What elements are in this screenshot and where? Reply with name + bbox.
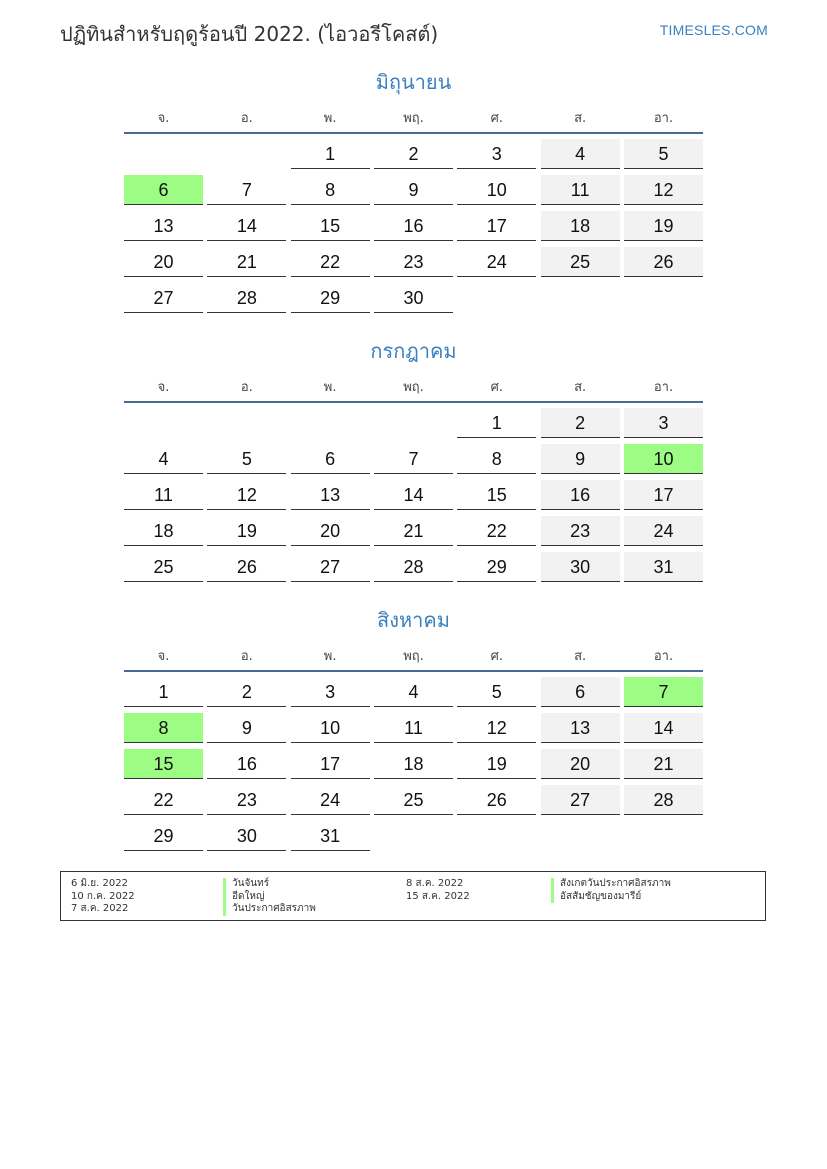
weekday-label: พฤ. [403,648,424,664]
holiday-day-cell: 6 [124,175,203,205]
day-cell: 7 [207,175,286,205]
day-cell: 2 [207,677,286,707]
day-grid [124,677,703,851]
day-cell: 8 [457,444,536,474]
day-cell: 11 [374,713,453,743]
legend-date: 8 ส.ค. 2022 [406,878,464,889]
day-cell: 12 [457,713,536,743]
legend-left-dates [71,878,135,916]
day-cell: 9 [374,175,453,205]
day-cell: 8 [291,175,370,205]
day-cell: 29 [124,821,203,851]
weekday-label: จ. [157,110,170,126]
weekday-label: อา. [653,648,674,664]
weekday-label: ส. [574,648,587,664]
day-cell: 12 [207,480,286,510]
day-cell: 25 [541,247,620,277]
month-title: สิงหาคม [377,608,450,632]
weekday-label: พ. [323,379,337,395]
day-cell: 18 [541,211,620,241]
day-cell: 3 [457,139,536,169]
weekday-label: อ. [240,379,253,395]
day-cell: 25 [124,552,203,582]
day-cell: 19 [457,749,536,779]
day-cell: 19 [624,211,703,241]
legend-date: 10 ก.ค. 2022 [71,890,135,902]
legend-left-names [223,878,316,916]
weekday-label: ส. [574,379,587,395]
day-cell: 1 [124,677,203,707]
day-cell: 23 [541,516,620,546]
legend-date: 6 มิ.ย. 2022 [71,878,128,889]
day-cell: 6 [541,677,620,707]
day-cell: 13 [541,713,620,743]
weekday-label: ศ. [490,379,503,395]
legend-right-dates [406,878,470,903]
day-cell: 20 [291,516,370,546]
day-cell: 16 [541,480,620,510]
day-cell: 10 [291,713,370,743]
page-title: ปฏิทินสำหรับฤดูร้อนปี 2022. (ไอวอรีโคสต์) [60,22,439,46]
day-cell: 1 [457,408,536,438]
day-cell: 19 [207,516,286,546]
day-cell: 26 [624,247,703,277]
day-cell: 9 [207,713,286,743]
day-cell: 12 [624,175,703,205]
day-cell: 22 [291,247,370,277]
day-cell: 30 [541,552,620,582]
day-cell: 17 [624,480,703,510]
empty-day-cell [207,408,286,437]
day-cell: 4 [374,677,453,707]
day-cell: 15 [457,480,536,510]
day-cell: 29 [457,552,536,582]
empty-day-cell [291,408,370,437]
header-rule [124,401,703,403]
weekday-label: พ. [323,110,337,126]
day-cell: 5 [457,677,536,707]
legend-date: 15 ส.ค. 2022 [406,890,470,902]
weekday-label: อา. [653,110,674,126]
holiday-day-cell: 10 [624,444,703,474]
weekday-label: พฤ. [403,110,424,126]
day-cell: 5 [207,444,286,474]
day-cell: 3 [624,408,703,438]
holiday-legend [60,871,766,921]
day-cell: 29 [291,283,370,313]
brand-logo-text[interactable]: TIMESLES.COM [659,22,768,38]
month-title: กรกฎาคม [370,339,457,363]
day-cell: 26 [207,552,286,582]
weekday-label: ศ. [490,110,503,126]
day-cell: 21 [624,749,703,779]
weekday-header [124,103,703,131]
legend-holiday-name: อีดใหญ่ [223,891,316,904]
holiday-day-cell: 7 [624,677,703,707]
empty-day-cell [124,408,203,437]
day-cell: 27 [124,283,203,313]
day-cell: 21 [207,247,286,277]
legend-right-names [551,878,671,903]
day-cell: 11 [124,480,203,510]
day-cell: 18 [374,749,453,779]
day-cell: 31 [624,552,703,582]
day-cell: 17 [457,211,536,241]
day-cell: 27 [541,785,620,815]
header-rule [124,132,703,134]
day-cell: 1 [291,139,370,169]
month-june [124,67,703,313]
day-cell: 14 [207,211,286,241]
weekday-header [124,641,703,669]
day-cell: 9 [541,444,620,474]
day-cell: 4 [124,444,203,474]
day-cell: 13 [291,480,370,510]
day-grid [124,408,703,582]
day-cell: 24 [457,247,536,277]
legend-holiday-name: อัสสัมชัญของมารีย์ [551,891,671,904]
day-cell: 21 [374,516,453,546]
legend-date: 7 ส.ค. 2022 [71,903,129,914]
weekday-label: พ. [323,648,337,664]
day-cell: 31 [291,821,370,851]
day-cell: 7 [374,444,453,474]
day-cell: 25 [374,785,453,815]
day-cell: 14 [624,713,703,743]
day-cell: 5 [624,139,703,169]
day-cell: 4 [541,139,620,169]
day-cell: 26 [457,785,536,815]
day-cell: 28 [207,283,286,313]
day-cell: 23 [207,785,286,815]
day-cell: 14 [374,480,453,510]
month-august [124,605,703,851]
day-cell: 16 [207,749,286,779]
day-cell: 16 [374,211,453,241]
weekday-label: ศ. [490,648,503,664]
day-cell: 22 [457,516,536,546]
weekday-label: อ. [240,648,253,664]
month-title: มิถุนายน [375,70,452,94]
empty-day-cell [124,139,203,168]
legend-holiday-name: สังเกตวันประกาศอิสรภาพ [551,878,671,891]
weekday-label: อ. [240,110,253,126]
day-cell: 28 [374,552,453,582]
empty-day-cell [374,408,453,437]
day-cell: 17 [291,749,370,779]
weekday-label: อา. [653,379,674,395]
month-july [124,336,703,582]
day-cell: 10 [457,175,536,205]
day-cell: 20 [541,749,620,779]
day-cell: 30 [374,283,453,313]
empty-day-cell [207,139,286,168]
day-cell: 24 [624,516,703,546]
day-cell: 22 [124,785,203,815]
header-rule [124,670,703,672]
day-cell: 2 [374,139,453,169]
weekday-label: จ. [157,379,170,395]
day-cell: 30 [207,821,286,851]
day-cell: 20 [124,247,203,277]
day-cell: 6 [291,444,370,474]
holiday-day-cell: 8 [124,713,203,743]
weekday-label: พฤ. [403,379,424,395]
day-cell: 24 [291,785,370,815]
day-cell: 27 [291,552,370,582]
day-cell: 3 [291,677,370,707]
day-cell: 18 [124,516,203,546]
day-cell: 15 [291,211,370,241]
day-grid [124,139,703,313]
day-cell: 28 [624,785,703,815]
weekday-label: ส. [574,110,587,126]
day-cell: 13 [124,211,203,241]
weekday-header [124,372,703,400]
holiday-day-cell: 15 [124,749,203,779]
weekday-label: จ. [157,648,170,664]
legend-holiday-name: วันจันทร์ [223,878,316,891]
day-cell: 11 [541,175,620,205]
day-cell: 2 [541,408,620,438]
day-cell: 23 [374,247,453,277]
legend-holiday-name: วันประกาศอิสรภาพ [223,903,316,916]
